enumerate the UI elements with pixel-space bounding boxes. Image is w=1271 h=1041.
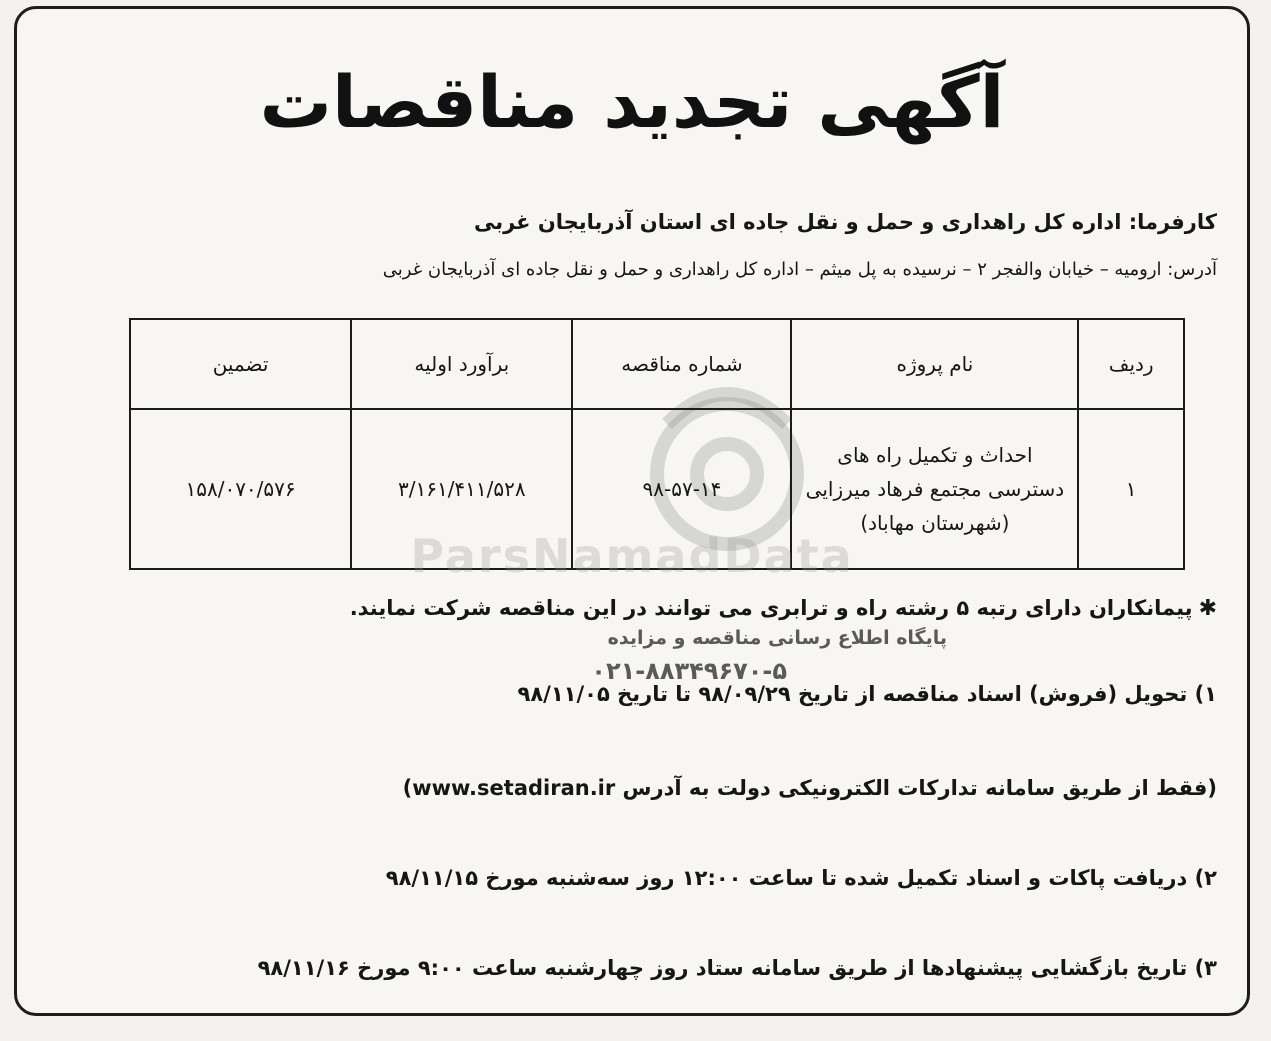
notice-title: آگهی تجدید مناقصات xyxy=(259,60,1005,144)
sale-period-note: ۱) تحویل (فروش) اسناد مناقصه از تاریخ ۹۸/۰۹/۲۹ تا تاریخ ۹۸/۱۱/۰۵ xyxy=(517,682,1217,706)
asterisk-icon: ✱ xyxy=(1198,596,1217,621)
setad-address-note: (فقط از طریق سامانه تدارکات الکترونیکی دولت به آدرس www.setadiran.ir) xyxy=(402,776,1217,800)
project-name-line-1: احداث و تکمیل راه های xyxy=(837,443,1033,467)
contractors-note xyxy=(67,591,1217,626)
employer-line: کارفرما: اداره کل راهداری و حمل و نقل جاده ای استان آذربایجان غربی xyxy=(473,210,1217,234)
contractors-note-text: پیمانکاران دارای رتبه ۵ رشته راه و ترابری می توانند در این مناقصه شرکت نمایند. xyxy=(349,596,1193,620)
cell-row-number: ۱ xyxy=(1078,409,1184,569)
watermark-tagline: پایگاه اطلاع رسانی مناقصه و مزایده xyxy=(607,627,947,649)
header-guarantee: تضمین xyxy=(130,319,351,409)
cell-initial-estimate: ۳/۱۶۱/۴۱۱/۵۲۸ xyxy=(351,409,572,569)
watermark-phone: ۰۲۱-۸۸۳۴۹۶۷۰-۵ xyxy=(591,657,787,685)
submission-deadline-note: ۲) دریافت پاکات و اسناد تکمیل شده تا ساعت ۱۲:۰۰ روز سه‌شنبه مورخ ۹۸/۱۱/۱۵ xyxy=(385,866,1217,890)
project-name-line-3: (شهرستان مهاباد) xyxy=(860,511,1010,535)
header-project-name: نام پروژه xyxy=(791,319,1078,409)
address-line: آدرس: ارومیه – خیابان والفجر ۲ – نرسیده به پل میثم – اداره کل راهداری و حمل و نقل جاده ای آذربایجان غربی xyxy=(382,259,1217,280)
cell-tender-number: ۹۸-۵۷-۱۴ xyxy=(572,409,791,569)
opening-date-note: ۳) تاریخ بازگشایی پیشنهادها از طریق سامانه ستاد روز چهارشنبه ساعت ۹:۰۰ مورخ ۹۸/۱۱/۱۶ xyxy=(257,956,1217,980)
watermark-brand: ParsNamadData xyxy=(410,529,854,583)
cell-guarantee: ۱۵۸/۰۷۰/۵۷۶ xyxy=(130,409,351,569)
header-initial-estimate: برآورد اولیه xyxy=(351,319,572,409)
project-name-line-2: دسترسی مجتمع فرهاد میرزایی xyxy=(805,477,1065,501)
table-header-row xyxy=(130,319,1184,409)
tender-notice xyxy=(14,6,1250,1016)
header-row-number: ردیف xyxy=(1078,319,1184,409)
header-tender-number: شماره مناقصه xyxy=(572,319,791,409)
